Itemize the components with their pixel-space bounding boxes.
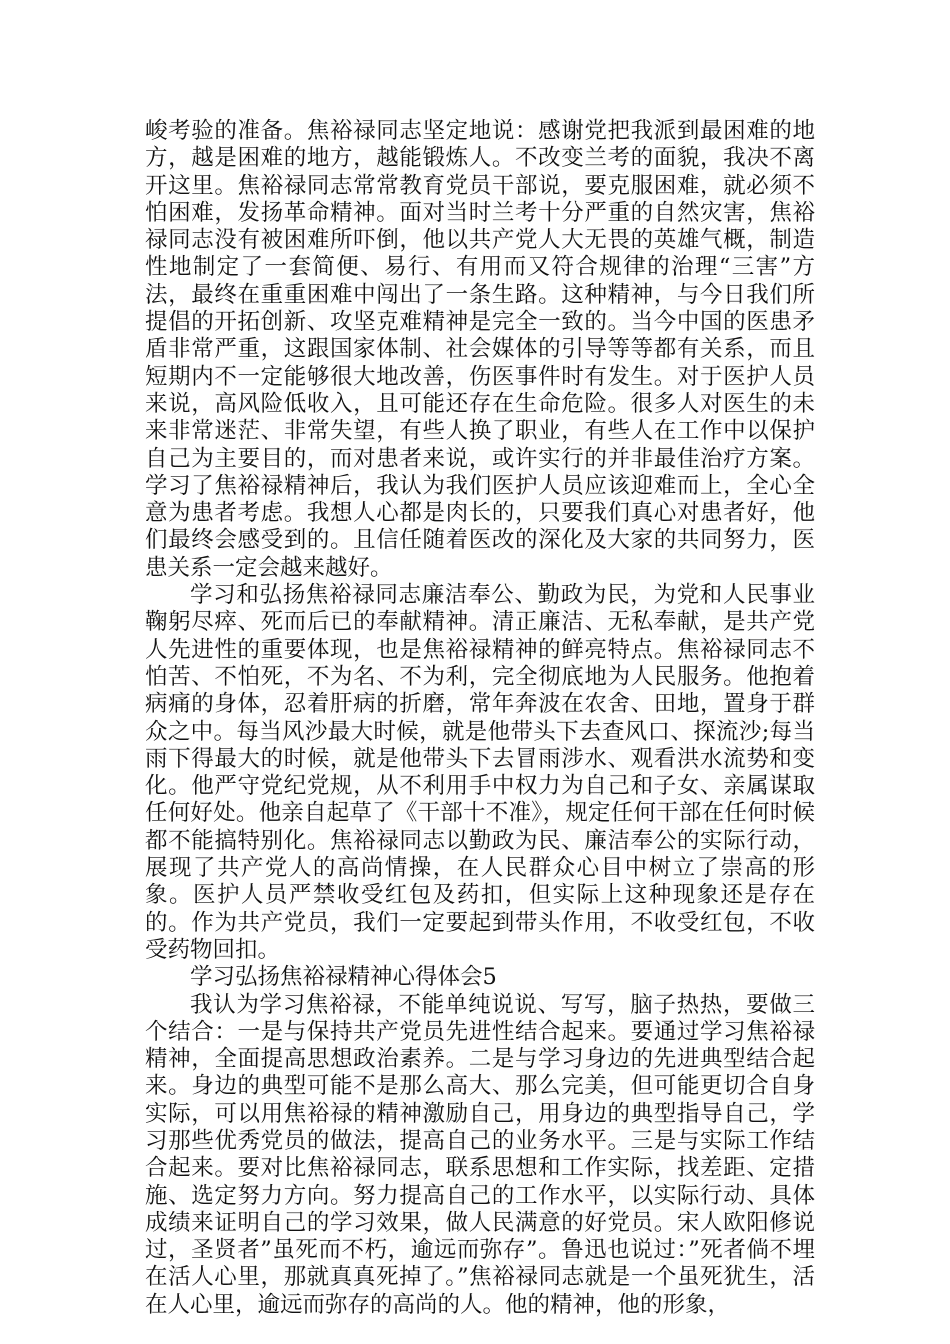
body-paragraph-2: 学习和弘扬焦裕禄同志廉洁奉公、勤政为民，为党和人民事业鞠躬尽瘁、死而后已的奉献精神。清正廉洁、无私奉献，是共产党人先进性的重要体现，也是焦裕禄精神的鲜亮特点。焦裕禄同志不怕苦、不怕死，不为名、不为利，完全彻底地为人民服务。他抱着病痛的身体，忍着肝病的折磨，常年奔波在农舍、田地，置身于群众之中。每当风沙最大时候，就是他带头下去查风口、探流沙;每当雨下得最大的时候，就是他带头下去冒雨涉水、观看洪水流势和变化。他严守党纪党规，从不利用手中权力为自己和子女、亲属谋取任何好处。他亲自起草了《干部十不准》，规定任何干部在任何时候都不能搞特别化。焦裕禄同志以勤政为民、廉洁奉公的实际行动，展现了共产党人的高尚情操，在人民群众心目中树立了崇高的形象。医护人员严禁收受红包及药扣，但实际上这种现象还是存在的。作为共产党员，我们一定要起到带头作用，不收受红包，不收受药物回扣。 [145, 582, 815, 963]
body-paragraph-1: 峻考验的准备。焦裕禄同志坚定地说：感谢党把我派到最困难的地方，越是困难的地方，越能锻炼人。不改变兰考的面貌，我决不离开这里。焦裕禄同志常常教育党员干部说，要克服困难，就必须不怕困难，发扬革命精神。面对当时兰考十分严重的自然灾害，焦裕禄同志没有被困难所吓倒，他以共产党人大无畏的英雄气概，制造性地制定了一套简便、易行、有用而又符合规律的治理“三害”方法，最终在重重困难中闯出了一条生路。这种精神，与今日我们所提倡的开拓创新、攻坚克难精神是完全一致的。当今中国的医患矛盾非常严重，这跟国家体制、社会媒体的引导等等都有关系，而且短期内不一定能够很大地改善，伤医事件时有发生。对于医护人员来说，高风险低收入，且可能还存在生命危险。很多人对医生的未来非常迷茫、非常失望，有些人换了职业，有些人在工作中以保护自己为主要目的，而对患者来说，或许实行的并非最佳治疗方案。学习了焦裕禄精神后，我认为我们医护人员应该迎难而上，全心全意为患者考虑。我想人心都是肉长的，只要我们真心对患者好，他们最终会感受到的。且信任随着医改的深化及大家的共同努力，医患关系一定会越来越好。 [145, 118, 815, 581]
section-heading: 学习弘扬焦裕禄精神心得体会5 [190, 964, 497, 991]
document-body [145, 118, 815, 1319]
body-paragraph-3: 我认为学习焦裕禄，不能单纯说说、写写，脑子热热，要做三个结合：一是与保持共产党员先进性结合起来。要通过学习焦裕禄精神，全面提高思想政治素养。二是与学习身边的先进典型结合起来。身边的典型可能不是那么高大、那么完美，但可能更切合自身实际，可以用焦裕禄的精神激励自己，用身边的典型指导自己，学习那些优秀党员的做法，提高自己的业务水平。三是与实际工作结合起来。要对比焦裕禄同志，联系思想和工作实际，找差距、定措施、选定努力方向。努力提高自己的工作水平，以实际行动、具体成绩来证明自己的学习效果，做人民满意的好党员。宋人欧阳修说过，圣贤者”虽死而不朽，逾远而弥存”。鲁迅也说过：”死者倘不埋在活人心里，那就真真死掉了。”焦裕禄同志就是一个虽死犹生，活在人心里，逾远而弥存的高尚的人。他的精神，他的形象， [145, 991, 815, 1318]
